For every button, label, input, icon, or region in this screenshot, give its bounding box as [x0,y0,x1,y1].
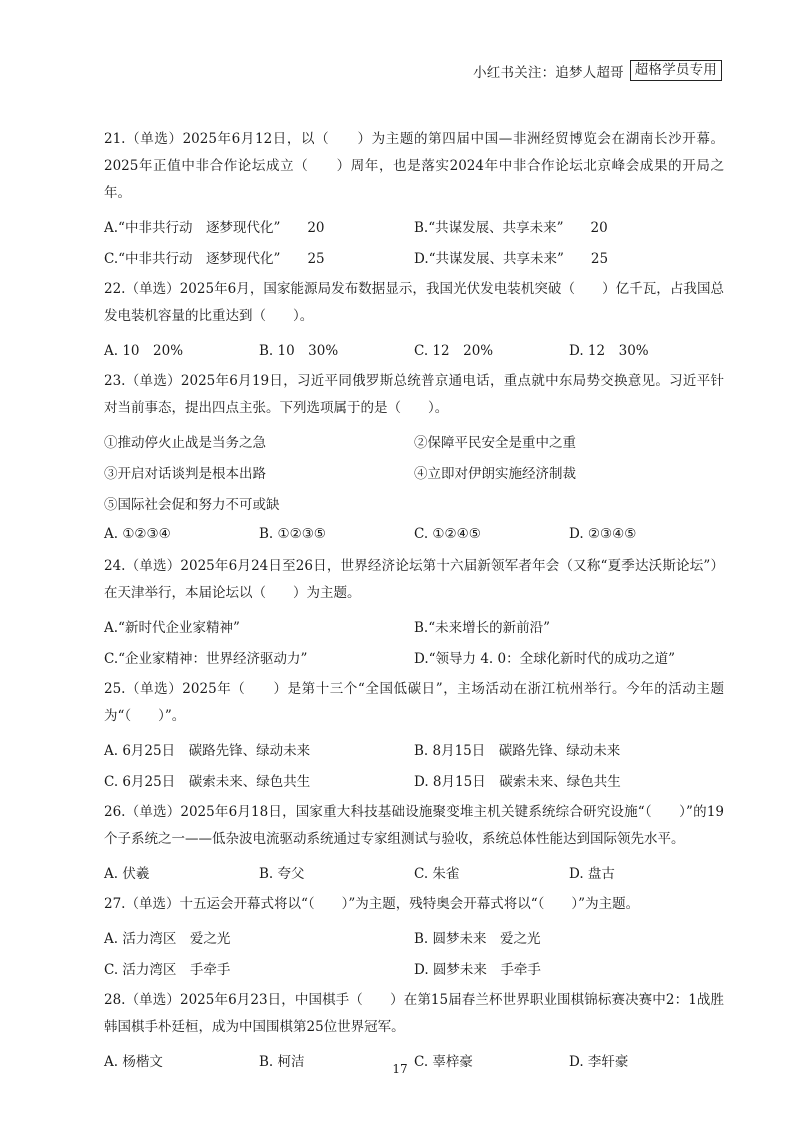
option-b: B. 柯洁 [259,1053,305,1070]
question-text: 21.（单选）2025年6月12日，以（ ）为主题的第四届中国—非洲经贸博览会在湖南长沙开幕。2025年正值中非合作论坛成立（ ）周年，也是落实2024年中非合作论坛北京峰会成果的开局之年。 [104,131,724,201]
option-a: A. 活力湾区 爱之光 [104,930,231,947]
question-23 [104,368,724,549]
page-header [473,60,722,81]
statement-3: ③开启对话谈判是根本出路 [104,465,266,482]
option-c: C.“企业家精神：世界经济驱动力” [104,650,308,667]
option-a: A. ①②③④ [104,525,171,542]
option-b: B. 10 30% [259,342,339,359]
question-text: 24.（单选）2025年6月24日至26日，世界经济论坛第十六届新领军者年会（又称“夏季达沃斯论坛”）在天津举行，本届论坛以（ ）为主题。 [104,558,724,601]
option-a: A. 6月25日 碳路先锋、绿动未来 [104,742,311,759]
page-number: 17 [392,1062,408,1076]
statement-4: ④立即对伊朗实施经济制裁 [414,465,576,482]
option-c: C. 辜梓豪 [414,1053,473,1070]
option-a: A. 10 20% [104,342,184,359]
option-c: C. 朱雀 [414,865,460,882]
option-d: D.“领导力 4. 0：全球化新时代的成功之道” [414,650,675,667]
option-a: A.“新时代企业家精神” [104,619,240,636]
student-badge: 超格学员专用 [630,60,722,81]
option-c: C.“中非共行动 逐梦现代化” 25 [104,250,325,267]
option-b: B. 8月15日 碳路先锋、绿动未来 [414,742,621,759]
option-d: D. 圆梦未来 手牵手 [414,961,541,978]
question-list [104,126,724,1079]
option-b: B. 夸父 [259,865,305,882]
option-c: C. 6月25日 碳索未来、绿色共生 [104,773,311,790]
option-a: A. 伏羲 [104,865,150,882]
option-d: D.“共谋发展、共享未来” 25 [414,250,609,267]
option-d: D. 8月15日 碳索未来、绿色共生 [414,773,621,790]
option-a: A. 杨楷文 [104,1053,163,1070]
question-27 [104,891,724,983]
question-26 [104,799,724,887]
option-b: B.“共谋发展、共享未来” 20 [414,219,608,236]
question-text: 23.（单选）2025年6月19日，习近平同俄罗斯总统普京通电话，重点就中东局势交换意见。习近平针对当前事态，提出四点主张。下列选项属于的是（ ）。 [104,373,724,416]
question-text: 26.（单选）2025年6月18日，国家重大科技基础设施聚变堆主机关键系统综合研究设施“（ ）”的19个子系统之一——低杂波电流驱动系统通过专家组测试与验收，系统总体性能达到国际领先水平。 [104,804,724,847]
option-d: D. ②③④⑤ [569,525,637,542]
question-text: 27.（单选）十五运会开幕式将以“（ ）”为主题，残特奥会开幕式将以“（ ）”为主题。 [104,896,640,912]
option-b: B.“未来增长的新前沿” [414,619,551,636]
question-21 [104,126,724,272]
option-c: C. ①②④⑤ [414,525,481,542]
question-22 [104,276,724,364]
option-b: B. 圆梦未来 爱之光 [414,930,541,947]
question-text: 22.（单选）2025年6月，国家能源局发布数据显示，我国光伏发电装机突破（ ）亿千瓦，占我国总发电装机容量的比重达到（ ）。 [104,281,724,324]
follow-text: 小红书关注：追梦人超哥 [473,64,624,81]
statement-1: ①推动停火止战是当务之急 [104,434,266,451]
statement-2: ②保障平民安全是重中之重 [414,434,576,451]
option-d: D. 盘古 [569,865,615,882]
question-24 [104,553,724,672]
option-c: C. 12 20% [414,342,494,359]
question-text: 25.（单选）2025年（ ）是第十三个“全国低碳日”，主场活动在浙江杭州举行。今年的活动主题为“（ ）”。 [104,681,724,724]
question-25 [104,676,724,795]
option-d: D. 12 30% [569,342,649,359]
question-text: 28.（单选）2025年6月23日，中国棋手（ ）在第15届春兰杯世界职业围棋锦标赛决赛中2：1战胜韩国棋手朴廷桓，成为中国围棋第25位世界冠军。 [104,992,724,1035]
option-b: B. ①②③⑤ [259,525,326,542]
option-c: C. 活力湾区 手牵手 [104,961,231,978]
statement-5: ⑤国际社会促和努力不可或缺 [104,496,280,513]
option-a: A.“中非共行动 逐梦现代化” 20 [104,219,325,236]
option-d: D. 李轩豪 [569,1053,629,1070]
